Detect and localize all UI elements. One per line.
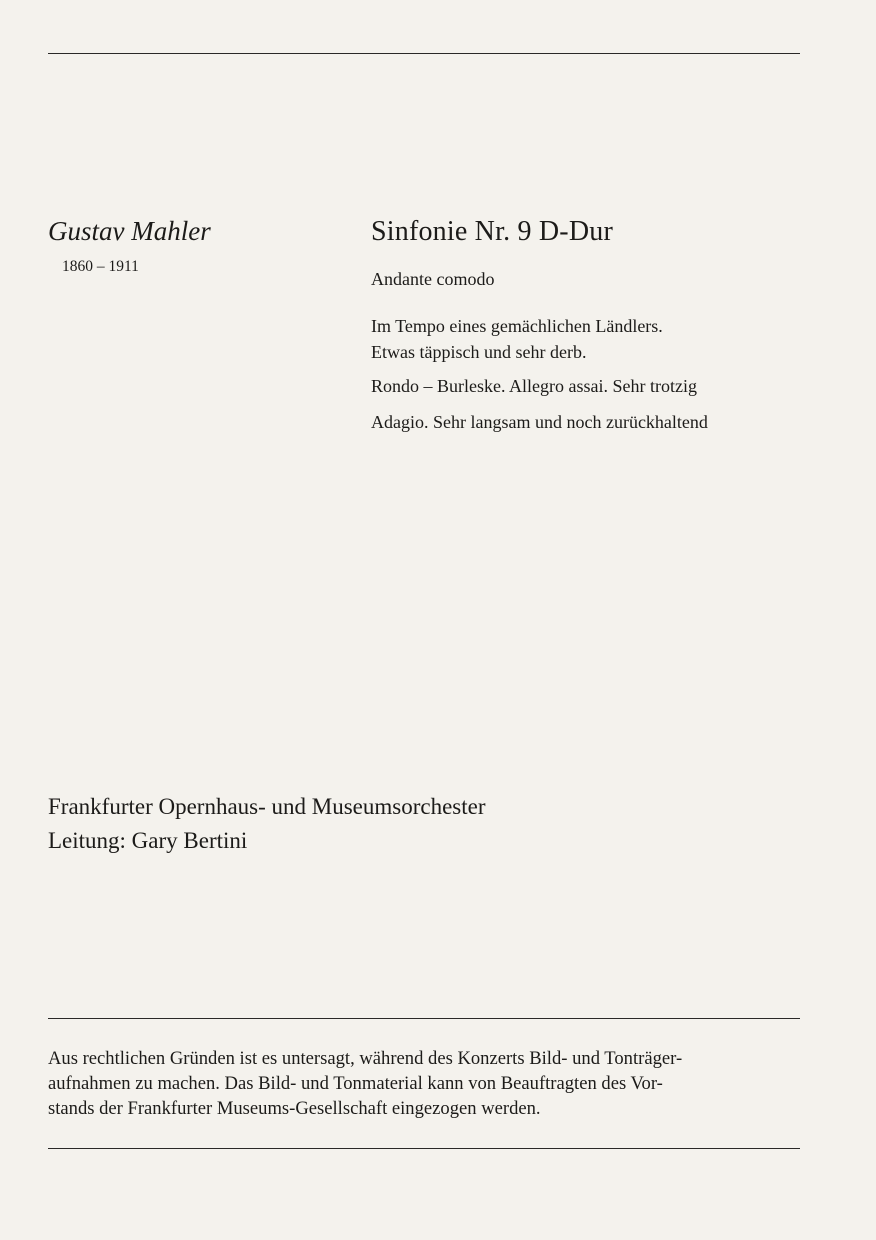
movement-2-subtitle: Etwas täppisch und sehr derb. [371,342,587,362]
notice-line: stands der Frankfurter Museums-Gesellschaft eingezogen werden. [48,1098,541,1119]
composer-name: Gustav Mahler [48,216,211,246]
top-divider [48,53,800,54]
movement-2: Im Tempo eines gemächlichen Ländlers. [371,316,663,336]
work-title: Sinfonie Nr. 9 D-Dur [371,216,613,247]
movement-1: Andante comodo [371,269,495,289]
notice-line: Aus rechtlichen Gründen ist es untersagt, während des Konzerts Bild- und Tonträger- [48,1048,683,1069]
conductor-name: Leitung: Gary Bertini [48,828,248,853]
orchestra-name: Frankfurter Opernhaus- und Museumsorchester [48,794,486,819]
recording-notice [48,1046,800,1121]
movement-3: Rondo – Burleske. Allegro assai. Sehr trotzig [371,376,697,396]
notice-bottom-divider [48,1148,800,1149]
composer-dates: 1860 – 1911 [62,258,139,275]
movement-4: Adagio. Sehr langsam und noch zurückhaltend [371,412,708,432]
notice-line: aufnahmen zu machen. Das Bild- und Tonmaterial kann von Beauftragten des Vor- [48,1073,663,1094]
notice-top-divider [48,1018,800,1019]
